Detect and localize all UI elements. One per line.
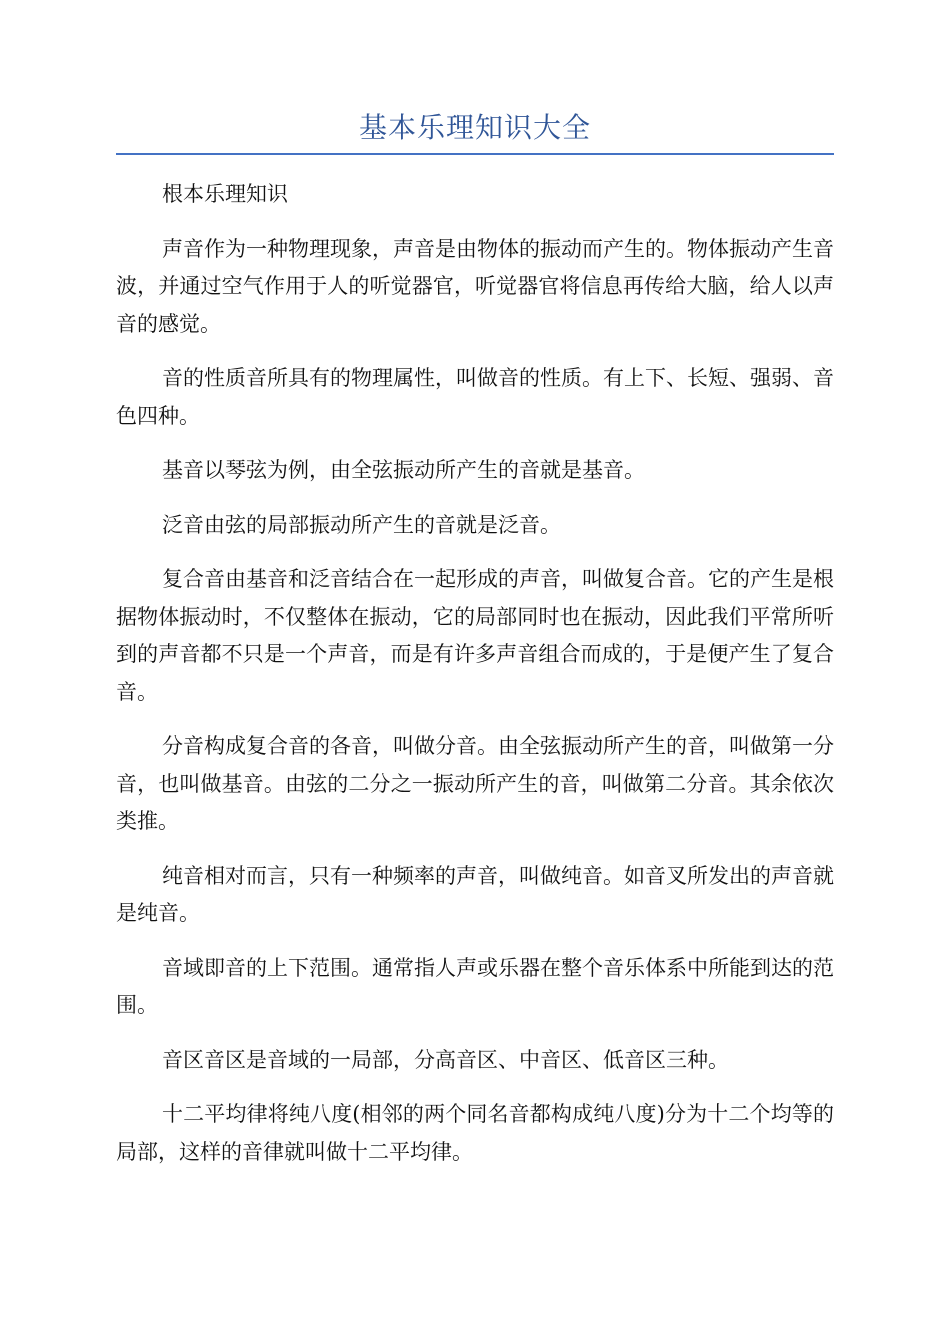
paragraph-sound: 声音作为一种物理现象，声音是由物体的振动而产生的。物体振动产生音波，并通过空气作用于人的听觉器官，听觉器官将信息再传给大脑，给人以声音的感觉。 [116, 236, 834, 336]
paragraph-overtone: 泛音由弦的局部振动所产生的音就是泛音。 [162, 512, 561, 537]
document-body [116, 176, 834, 1188]
paragraph-heading: 根本乐理知识 [162, 182, 288, 206]
paragraph-register: 音区音区是音域的一局部，分高音区、中音区、低音区三种。 [162, 1047, 729, 1072]
paragraph-range: 音域即音的上下范围。通常指人声或乐器在整个音乐体系中所能到达的范围。 [116, 955, 834, 1017]
title-underline [116, 153, 834, 155]
paragraph-sound-properties: 音的性质音所具有的物理属性，叫做音的性质。有上下、长短、强弱、音色四种。 [116, 366, 834, 428]
document-title: 基本乐理知识大全 [358, 111, 591, 144]
paragraph-partials: 分音构成复合音的各音，叫做分音。由全弦振动所产生的音，叫做第一分音，也叫做基音。由弦的二分之一振动所产生的音，叫做第二分音。其余依次类推。 [116, 734, 834, 833]
paragraph-pure-tone: 纯音相对而言，只有一种频率的声音，叫做纯音。如音叉所发出的声音就是纯音。 [116, 863, 834, 925]
paragraph-complex-tone: 复合音由基音和泛音结合在一起形成的声音，叫做复合音。它的产生是根据物体振动时，不仅整体在振动，它的局部同时也在振动，因此我们平常所听到的声音都不只是一个声音，而是有许多声音组合而成的，于是便产生了复合音。 [116, 567, 834, 704]
paragraph-equal-temperament: 十二平均律将纯八度(相邻的两个同名音都构成纯八度)分为十二个均等的局部，这样的音律就叫做十二平均律。 [116, 1102, 834, 1164]
paragraph-fundamental: 基音以琴弦为例，由全弦振动所产生的音就是基音。 [162, 458, 645, 482]
